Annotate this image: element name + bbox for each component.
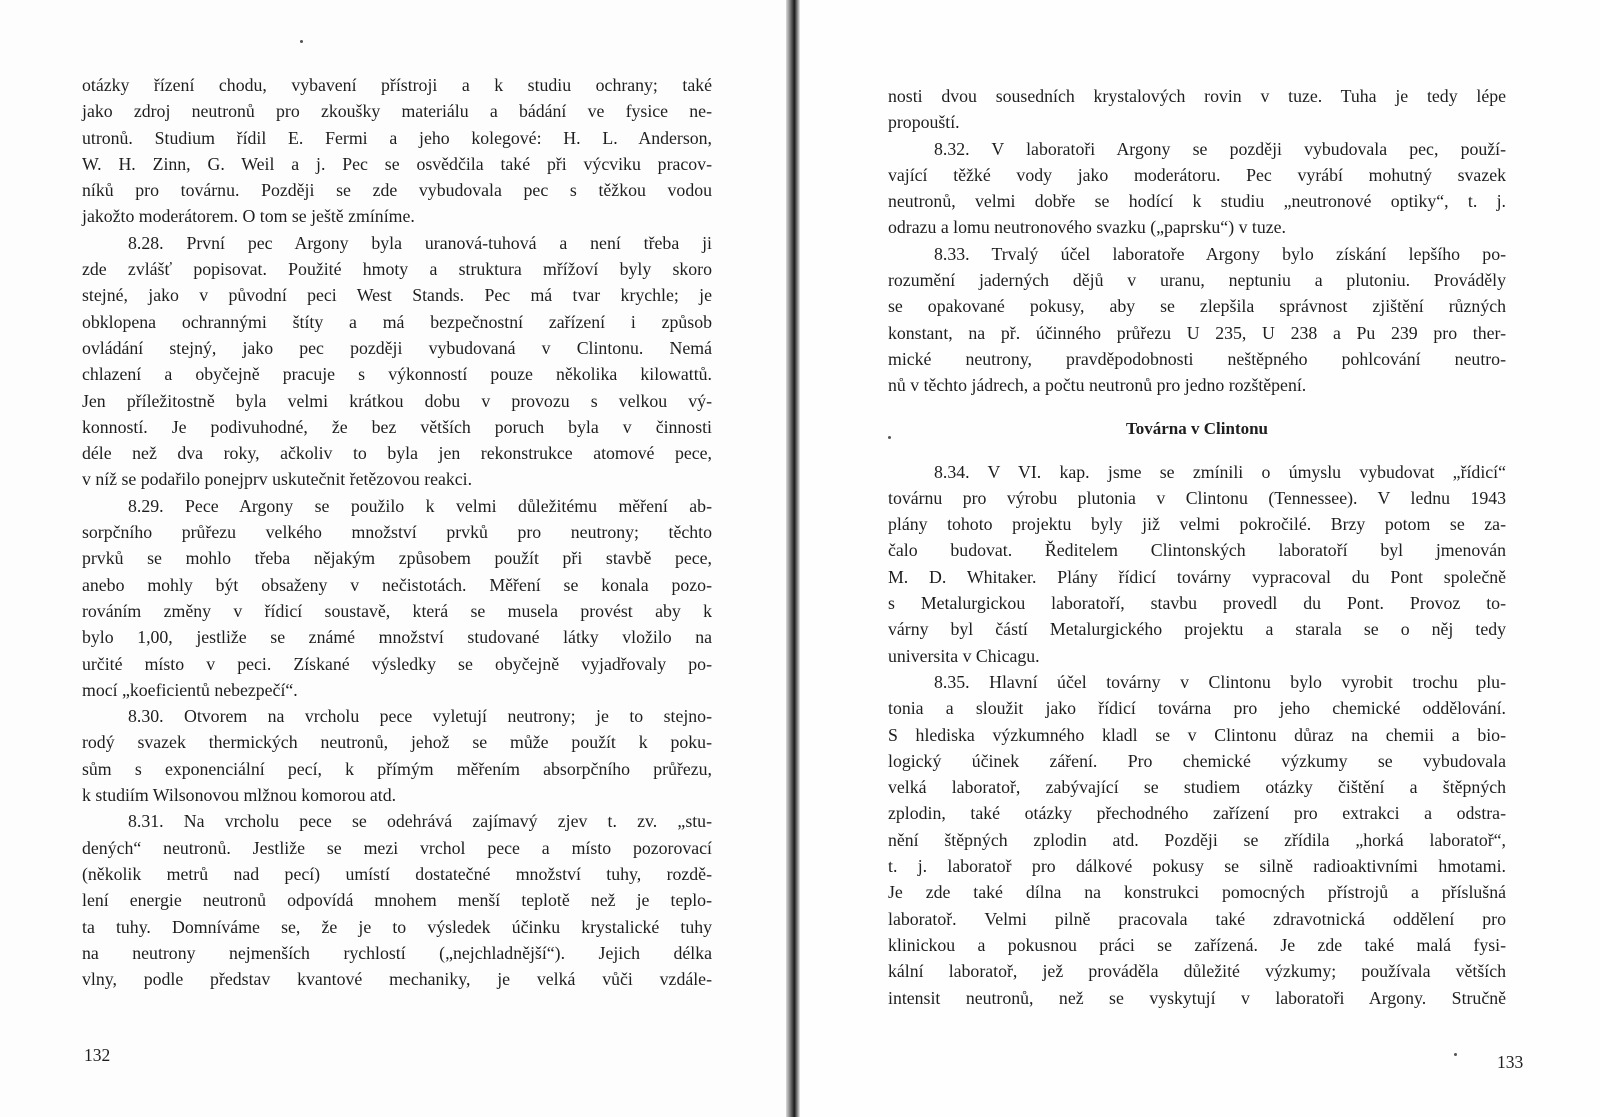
text-line: otázky řízení chodu, vybavení přístroji a k studiu ochrany; také bbox=[82, 75, 712, 95]
text-line: se opakované pokusy, aby se zlepšila správnost zjištění různých bbox=[888, 296, 1506, 317]
right-page-text bbox=[888, 83, 1506, 1011]
text-line: obklopena ochrannými štíty a má bezpečnostní zařízení i způsob bbox=[82, 311, 712, 332]
scan-speck bbox=[1454, 1053, 1457, 1056]
left-page bbox=[0, 0, 790, 1117]
text-line: rozumění jaderných dějů v uranu, neptuniu a plutoniu. Prováděly bbox=[888, 270, 1506, 291]
text-line: zplodin, také otázky přechodného zařízení pro extrakci a odstra- bbox=[888, 803, 1506, 824]
text-line: jako zdroj neutronů pro zkoušky materiálu a bádání ve fysice ne- bbox=[82, 101, 712, 122]
page-number: 133 bbox=[1497, 1052, 1524, 1072]
text-line: zde zvlášť popisovat. Použité hmoty a struktura mřížoví byly skoro bbox=[82, 259, 712, 280]
text-line: odrazu a lomu neutronového svazku („paprsku“) v tuze. bbox=[888, 217, 1286, 238]
text-line: stejné, jako v původní peci West Stands. Pec má tvar krychle; je bbox=[82, 285, 712, 306]
text-line: níků pro továrnu. Později se zde vybudovala pec s těžkou vodou bbox=[82, 180, 712, 201]
text-line: určité místo v peci. Získané výsledky se obyčejně vyjadřovaly po- bbox=[82, 653, 712, 674]
text-line: ovládání stejný, jako pec později vybudovaná v Clintonu. Nemá bbox=[82, 337, 712, 358]
left-page-text bbox=[82, 72, 712, 992]
text-line: konností. Je podivuhodné, že bez větších poruch byla v činnosti bbox=[82, 416, 712, 437]
text-line: laboratoř. Velmi pilně pracovala také zdravotnická oddělení pro bbox=[888, 908, 1506, 929]
text-line: déle než dva roky, ačkoliv to byla jen rekonstrukce atomové pece, bbox=[82, 443, 712, 464]
text-line: konstant, na př. účinného průřezu U 235, U 238 a Pu 239 pro ther- bbox=[888, 322, 1506, 343]
paragraph-start: 8.32. V laboratoři Argony se později vybudovala pec, použí- bbox=[934, 138, 1506, 159]
text-line: rováním změny v řídicí soustavě, která se musela provést aby k bbox=[82, 600, 712, 621]
text-line: nů v těchto jádrech, a počtu neutronů pro jedno rozštěpení. bbox=[888, 375, 1307, 396]
text-line: mické neutrony, pravděpodobnosti neštěpného pohlcování neutro- bbox=[888, 348, 1506, 369]
paragraph-start: 8.34. V VI. kap. jsme se zmínili o úmyslu vybudovat „řídicí“ bbox=[934, 461, 1506, 482]
text-line: nění štěpných zplodin atd. Později se zřídila „horká laboratoř“, bbox=[888, 829, 1506, 850]
text-line: (několik metrů nad pecí) umístí dostatečné množství tuhy, rozdě- bbox=[82, 863, 712, 884]
text-line: neutronů, velmi dobře se hodící k studiu „neutronové optiky“, t. j. bbox=[888, 191, 1506, 212]
text-line: intensit neutronů, než se vyskytují v laboratoři Argony. Stručně bbox=[888, 987, 1506, 1008]
paragraph-start: 8.31. Na vrcholu pece se odehrává zajímavý zjev t. zv. „stu- bbox=[128, 811, 712, 832]
section-heading: Továrna v Clintonu bbox=[1125, 418, 1269, 438]
text-line: utronů. Studium řídil E. Fermi a jeho kolegové: H. L. Anderson, bbox=[82, 127, 712, 148]
text-line: k studiím Wilsonovou mlžnou komorou atd. bbox=[82, 785, 397, 806]
paragraph-start: 8.30. Otvorem na vrcholu pece vyletují neutrony; je to stejno- bbox=[128, 706, 712, 727]
text-line: universita v Chicagu. bbox=[888, 645, 1040, 666]
text-line: logický účinek záření. Pro chemické výzkumy se vybudovala bbox=[888, 750, 1506, 771]
text-line: várny byl částí Metalurgického projektu a starala se o něj tedy bbox=[888, 619, 1506, 640]
right-page bbox=[800, 0, 1600, 1117]
book-gutter bbox=[786, 0, 800, 1117]
text-line: sům s exponenciální pecí, k přímým měřením absorpčního průřezu, bbox=[82, 758, 712, 779]
text-line: mocí „koeficientů nebezpečí“. bbox=[82, 679, 298, 700]
text-line: vající těžké vody jako moderátoru. Pec vyrábí mohutný svazek bbox=[888, 164, 1506, 185]
text-line: kální laboratoř, jež prováděla důležité výzkumy; používala větších bbox=[888, 961, 1506, 982]
text-line: propouští. bbox=[888, 112, 960, 133]
text-line: sorpčního průřezu velkého množství prvků pro neutrony; těchto bbox=[82, 522, 712, 543]
text-line: anebo mohly být obsaženy v nečistotách. Měření se konala pozo- bbox=[82, 574, 712, 595]
paragraph-start: 8.28. První pec Argony byla uranová-tuhová a není třeba ji bbox=[128, 232, 712, 253]
text-line: Je zde také dílna na konstrukci pomocných přístrojů a příslušná bbox=[888, 882, 1506, 903]
text-line: plány tohoto projektu byly již velmi pokročilé. Brzy potom se za- bbox=[888, 514, 1506, 535]
text-line: bylo 1,00, jestliže se známé množství studované látky vložilo na bbox=[82, 627, 712, 648]
text-line: ta tuhy. Domníváme se, že je to výsledek účinku krystalické tuhy bbox=[82, 916, 712, 937]
text-line: v níž se podařilo ponejprv uskutečnit řetězovou reakci. bbox=[82, 469, 473, 490]
text-line: W. H. Zinn, G. Weil a j. Pec se osvědčila také při výcviku pracov- bbox=[82, 153, 712, 174]
text-line: M. D. Whitaker. Plány řídicí továrny vypracoval du Pont společně bbox=[888, 566, 1506, 587]
text-line: rodý svazek thermických neutronů, jehož se může použít k poku- bbox=[82, 732, 712, 753]
text-line: čalo budovat. Ředitelem Clintonských laboratoří byl jmenován bbox=[888, 540, 1506, 561]
text-line: vlny, podle představ kvantové mechaniky, je velká vůči vzdále- bbox=[82, 969, 712, 990]
text-line: s Metalurgickou laboratoří, stavbu provedl du Pont. Provoz to- bbox=[888, 593, 1506, 614]
text-line: tonia a sloužit jako řídicí továrna pro jeho chemické oddělování. bbox=[888, 698, 1506, 719]
paragraph-start: 8.33. Trvalý účel laboratoře Argony bylo získání lepšího po- bbox=[934, 243, 1506, 264]
text-line: chlazení a obyčejně pracuje s výkonností pouze několika kilowattů. bbox=[82, 364, 712, 385]
text-line: jakožto moderátorem. O tom se ještě zmíníme. bbox=[82, 206, 415, 227]
text-line: dených“ neutronů. Jestliže se mezi vrchol pece a místo pozorovací bbox=[82, 837, 712, 858]
text-line: nosti dvou sousedních krystalových rovin v tuze. Tuha je tedy lépe bbox=[888, 86, 1506, 106]
text-line: prvků se mohlo třeba nějakým způsobem použít při stavbě pece, bbox=[82, 548, 712, 569]
scan-speck bbox=[300, 40, 303, 43]
text-line: S hlediska výzkumného kladl se v Clintonu důraz na chemii a bio- bbox=[888, 724, 1506, 745]
text-line: t. j. laboratoř pro dálkové pokusy se silně radioaktivními hmotami. bbox=[888, 856, 1506, 877]
text-line: klinickou a pokusnou práci se zařízená. Je zde také malá fysi- bbox=[888, 934, 1506, 955]
text-line: lení energie neutronů odpovídá mnohem menší teplotě než je teplo- bbox=[82, 890, 712, 911]
text-line: na neutrony nejmenších rychlostí („nejchladnější“). Jejich délka bbox=[82, 942, 712, 963]
text-line: Jen příležitostně byla velmi krátkou dobu v provozu s velkou vý- bbox=[82, 390, 712, 411]
page-number: 132 bbox=[84, 1045, 111, 1065]
paragraph-start: 8.29. Pece Argony se použilo k velmi důležitému měření ab- bbox=[128, 495, 712, 516]
scan-speck bbox=[888, 436, 891, 439]
paragraph-start: 8.35. Hlavní účel továrny v Clintonu bylo vyrobit trochu plu- bbox=[934, 671, 1506, 692]
text-line: velká laboratoř, zabývající se studiem otázky čištění a štěpných bbox=[888, 777, 1506, 798]
text-line: továrnu pro výrobu plutonia v Clintonu (Tennessee). V lednu 1943 bbox=[888, 487, 1506, 508]
